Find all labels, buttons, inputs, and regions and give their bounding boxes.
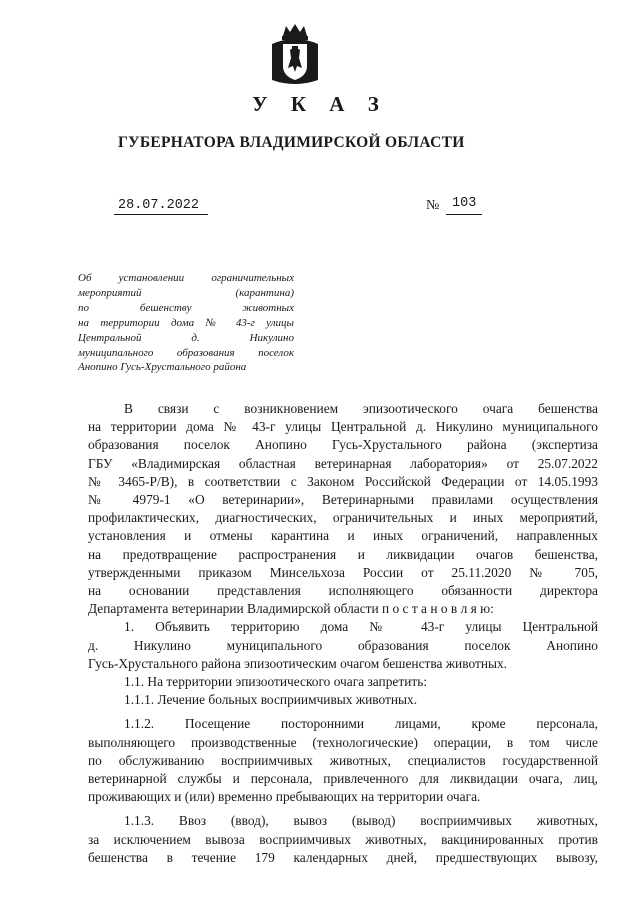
text-line: бешенства в течение 179 календарных дней, предшествующих вывозу, [88,849,598,865]
decree-subject [78,271,294,375]
text-line: установления и отмены карантина и иных ограничений, направленных [88,528,598,544]
text-line: профилактических, диагностических, ограничительных и иных мероприятий, [88,510,598,526]
decree-issuer: ГУБЕРНАТОРА ВЛАДИМИРСКОЙ ОБЛАСТИ [118,134,465,151]
text-line: на основании представления исполняющего обязанности директора [88,583,598,599]
item-1-1-2 [88,715,598,806]
text-line: утвержденными приказом Минсельхоза России от 25.11.2020 № 705, [88,564,598,580]
text-line: В связи с возникновением эпизоотического очага бешенства [124,401,598,416]
text-line: образования поселок Анопино Гусь-Хрустального района (экспертиза [88,437,598,453]
text-line: № 4979-1 «О ветеринарии», Ветеринарными правилами осуществления [88,492,598,508]
text-line: выполняющего производственные (технологические) операции, в том числе [88,734,598,750]
item-1-1-1 [88,691,598,709]
decree-body [88,400,598,867]
item-1 [88,618,598,673]
text-line: за исключением вывоза восприимчивых животных, вакцинированных против [88,831,598,847]
text-line: на предотвращение распространения и ликвидации очагов бешенства, [88,546,598,562]
text-line: проживающих и (или) временно пребывающих на территории очага. [88,789,481,805]
subject-line: Центральной д. Никулино [78,331,294,344]
text-line: 1.1.1. Лечение больных восприимчивых животных. [124,692,418,708]
text-line: № 3465-Р/В), в соответствии с Законом Российской Федерации от 14.05.1993 [88,473,598,489]
date-underline [114,214,208,215]
subject-line: по бешенству животных [78,301,294,314]
text-line: 1. Объявить территорию дома № 43-г улицы Центральной [124,619,598,635]
subject-line: муниципального образования поселок [78,346,294,359]
text-line: Департамента ветеринарии Владимирской области п о с т а н о в л я ю: [88,601,494,617]
text-line: Гусь-Хрустального района эпизоотическим очагом бешенства животных. [88,655,508,671]
subject-line: мероприятий (карантина) [78,286,294,299]
preamble-paragraph [88,400,598,618]
number-label: № [426,198,440,213]
text-line: 1.1. На территории эпизоотического очага запретить: [124,674,428,690]
decree-date: 28.07.2022 [118,198,200,213]
subject-line: на территории дома № 43-г улицы [78,316,294,329]
subject-line: Анопино Гусь-Хрустального района [78,361,247,374]
subject-line: Об установлении ограничительных [78,272,294,284]
decree-title: У К А З [252,92,388,116]
text-line: ГБУ «Владимирская областная ветеринарная лаборатория» от 25.07.2022 [88,455,598,471]
number-underline [446,214,482,215]
decree-number: 103 [452,196,477,211]
text-line: по обслуживанию восприимчивых животных, специалистов государственной [88,752,598,768]
text-line: 1.1.2. Посещение посторонними лицами, кроме персонала, [124,716,598,732]
text-line: д. Никулино муниципального образования поселок Анопино [88,637,598,653]
item-1-1 [88,673,598,691]
item-1-1-3 [88,812,598,867]
text-line: 1.1.3. Ввоз (ввод), вывоз (вывод) восприимчивых животных, [124,813,598,829]
text-line: на территории дома № 43-г улицы Центральной д. Никулино муниципального [88,419,598,435]
text-line: ветеринарной службы и персонала, привлеченного для ликвидации очага, лиц, [88,771,598,787]
coat-of-arms-icon [268,22,322,88]
